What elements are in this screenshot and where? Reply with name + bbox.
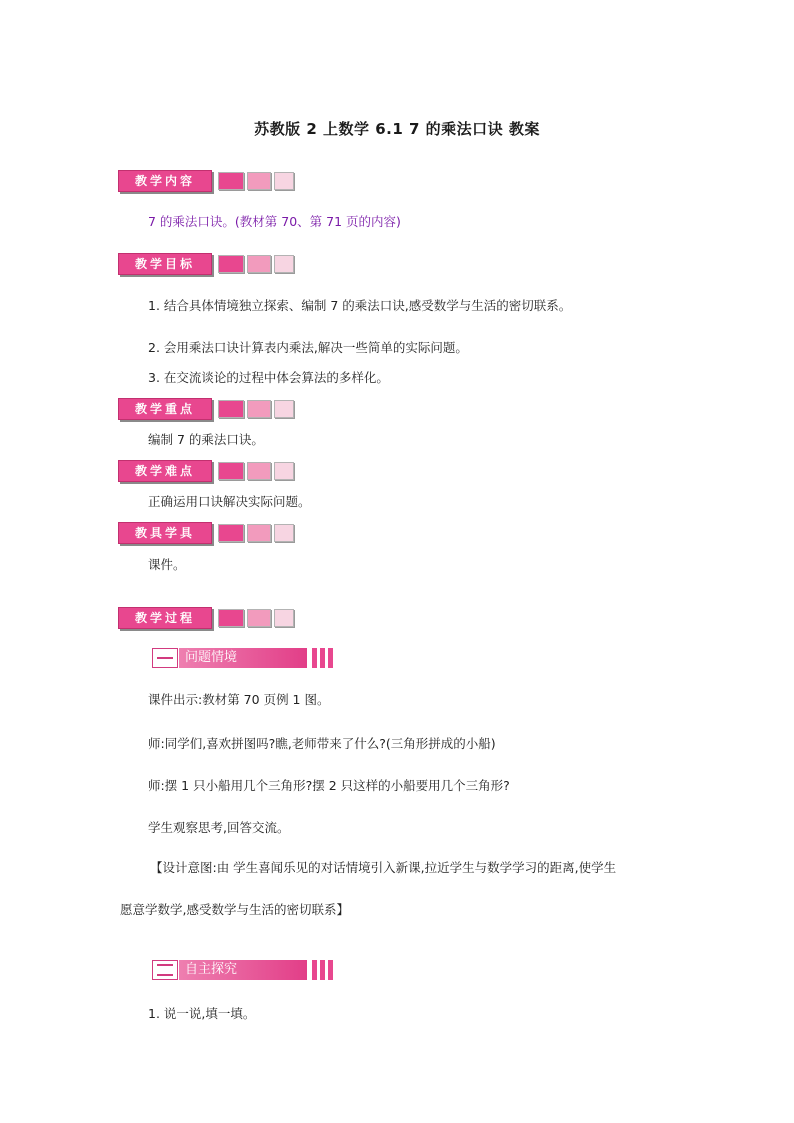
decor-square	[247, 172, 271, 190]
section-label: 教具学具	[118, 522, 212, 544]
decor-square	[218, 400, 244, 418]
decor-square	[274, 524, 294, 542]
decor-square	[274, 462, 294, 480]
decor-stripe	[312, 648, 317, 668]
decor-square	[247, 524, 271, 542]
content-text: 7 的乘法口诀。(教材第 70、第 71 页的内容)	[148, 214, 401, 229]
decor-square	[218, 524, 244, 542]
paragraph: 师:同学们,喜欢拼图吗?瞧,老师带来了什么?(三角形拼成的小船)	[148, 736, 496, 751]
subheader-step2	[152, 960, 342, 980]
section-header-tools	[118, 522, 298, 544]
document-title: 苏教版 2 上数学 6.1 7 的乘法口诀 教案	[254, 120, 540, 138]
section-label: 教学重点	[118, 398, 212, 420]
decor-square	[218, 255, 244, 273]
decor-square	[218, 172, 244, 190]
decor-square	[218, 609, 244, 627]
key-text: 编制 7 的乘法口诀。	[148, 432, 264, 447]
decor-square	[218, 462, 244, 480]
difficulty-text: 正确运用口诀解决实际问题。	[148, 494, 311, 509]
section-header-goals	[118, 253, 298, 275]
subheader-step1	[152, 648, 342, 668]
section-header-key	[118, 398, 298, 420]
decor-square	[247, 400, 271, 418]
goal-item: 2. 会用乘法口诀计算表内乘法,解决一些简单的实际问题。	[148, 340, 468, 355]
section-label: 教学过程	[118, 607, 212, 629]
numeral-one-icon	[152, 648, 178, 668]
design-intent-line1: 【设计意图:由 学生喜闻乐见的对话情境引入新课,拉近学生与数学学习的距离,使学生	[150, 860, 617, 875]
paragraph: 师:摆 1 只小船用几个三角形?摆 2 只这样的小船要用几个三角形?	[148, 778, 510, 793]
decor-square	[274, 172, 294, 190]
subheader-label: 自主探究	[179, 960, 307, 980]
decor-square	[247, 462, 271, 480]
decor-square	[247, 609, 271, 627]
section-label: 教学目标	[118, 253, 212, 275]
decor-square	[274, 400, 294, 418]
paragraph: 学生观察思考,回答交流。	[148, 820, 290, 835]
tools-text: 课件。	[148, 557, 186, 572]
decor-stripe	[328, 960, 333, 980]
goal-item: 3. 在交流谈论的过程中体会算法的多样化。	[148, 370, 389, 385]
paragraph: 1. 说一说,填一填。	[148, 1006, 256, 1021]
decor-stripe	[320, 648, 325, 668]
decor-stripe	[312, 960, 317, 980]
decor-square	[274, 255, 294, 273]
subheader-label: 问题情境	[179, 648, 307, 668]
design-intent-line2: 愿意学数学,感受数学与生活的密切联系】	[120, 902, 349, 917]
goal-item: 1. 结合具体情境独立探索、编制 7 的乘法口诀,感受数学与生活的密切联系。	[148, 298, 572, 313]
decor-stripe	[320, 960, 325, 980]
decor-stripe	[328, 648, 333, 668]
section-header-process	[118, 607, 298, 629]
decor-square	[247, 255, 271, 273]
section-header-difficulty	[118, 460, 298, 482]
section-header-content	[118, 170, 298, 192]
section-label: 教学内容	[118, 170, 212, 192]
numeral-two-icon	[152, 960, 178, 980]
section-label: 教学难点	[118, 460, 212, 482]
paragraph: 课件出示:教材第 70 页例 1 图。	[148, 692, 330, 707]
decor-square	[274, 609, 294, 627]
